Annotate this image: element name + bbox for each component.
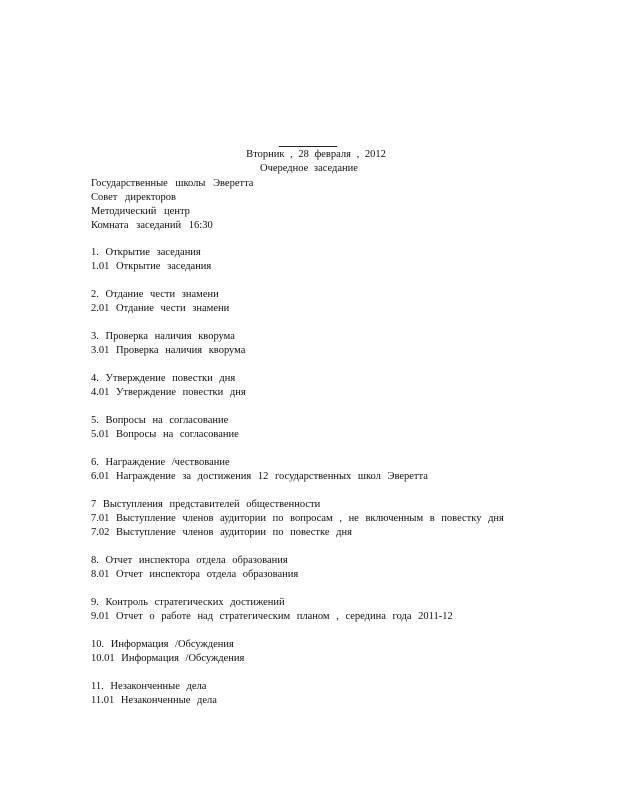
agenda-section <box>91 596 591 624</box>
agenda-item: 8.01 Отчет инспектора отдела образования <box>91 569 299 580</box>
agenda-section-title: 8. Отчет инспектора отдела образования <box>91 555 288 566</box>
agenda-section-title: 11. Незаконченные дела <box>91 681 207 692</box>
meeting-type: Очередное заседание <box>260 163 358 174</box>
agenda-section-title: 9. Контроль стратегических достижений <box>91 597 285 608</box>
agenda-item: 7.01 Выступление членов аудитории по вопросам , не включенным в повестку дня <box>91 513 504 524</box>
agenda-section-title: 3. Проверка наличия кворума <box>91 331 235 342</box>
meeting-room-time: Комната заседаний 16:30 <box>91 220 213 231</box>
agenda-section-title: 7 Выступления представителей общественности <box>91 499 321 510</box>
header-rule <box>279 146 337 147</box>
agenda-item: 9.01 Отчет о работе над стратегическим планом , середина года 2011-12 <box>91 611 453 622</box>
agenda-section <box>91 680 591 708</box>
board-name: Совет директоров <box>91 192 177 203</box>
agenda-section-title: 10. Информация /Обсуждения <box>91 639 234 650</box>
agenda-section <box>91 246 591 274</box>
agenda-section <box>91 638 591 666</box>
agenda-item: 2.01 Отдание чести знамени <box>91 303 230 314</box>
agenda-section <box>91 372 591 400</box>
agenda-item: 5.01 Вопросы на согласование <box>91 429 239 440</box>
agenda-item: 1.01 Открытие заседания <box>91 261 212 272</box>
agenda-section-title: 4. Утверждение повестки дня <box>91 373 236 384</box>
agenda-section <box>91 330 591 358</box>
agenda-item: 6.01 Награждение за достижения 12 государственных школ Эверетта <box>91 471 428 482</box>
agenda-item: 11.01 Незаконченные дела <box>91 695 217 706</box>
agenda-section-title: 1. Открытие заседания <box>91 247 201 258</box>
agenda-list <box>91 246 591 722</box>
meeting-details <box>91 177 591 233</box>
agenda-section <box>91 456 591 484</box>
meeting-location: Методический центр <box>91 206 190 217</box>
agenda-section <box>91 498 591 540</box>
meeting-date: Вторник , 28 февраля , 2012 <box>246 149 386 160</box>
agenda-item: 4.01 Утверждение повестки дня <box>91 387 246 398</box>
agenda-section <box>91 414 591 442</box>
agenda-item: 7.02 Выступление членов аудитории по повестке дня <box>91 527 352 538</box>
agenda-item: 3.01 Проверка наличия кворума <box>91 345 246 356</box>
agenda-section <box>91 554 591 582</box>
agenda-section <box>91 288 591 316</box>
agenda-section-title: 6. Награждение /чествование <box>91 457 230 468</box>
agenda-item: 10.01 Информация /Обсуждения <box>91 653 245 664</box>
meeting-header <box>0 148 618 176</box>
agenda-section-title: 5. Вопросы на согласование <box>91 415 229 426</box>
agenda-section-title: 2. Отдание чести знамени <box>91 289 219 300</box>
organization-name: Государственные школы Эверетта <box>91 178 254 189</box>
